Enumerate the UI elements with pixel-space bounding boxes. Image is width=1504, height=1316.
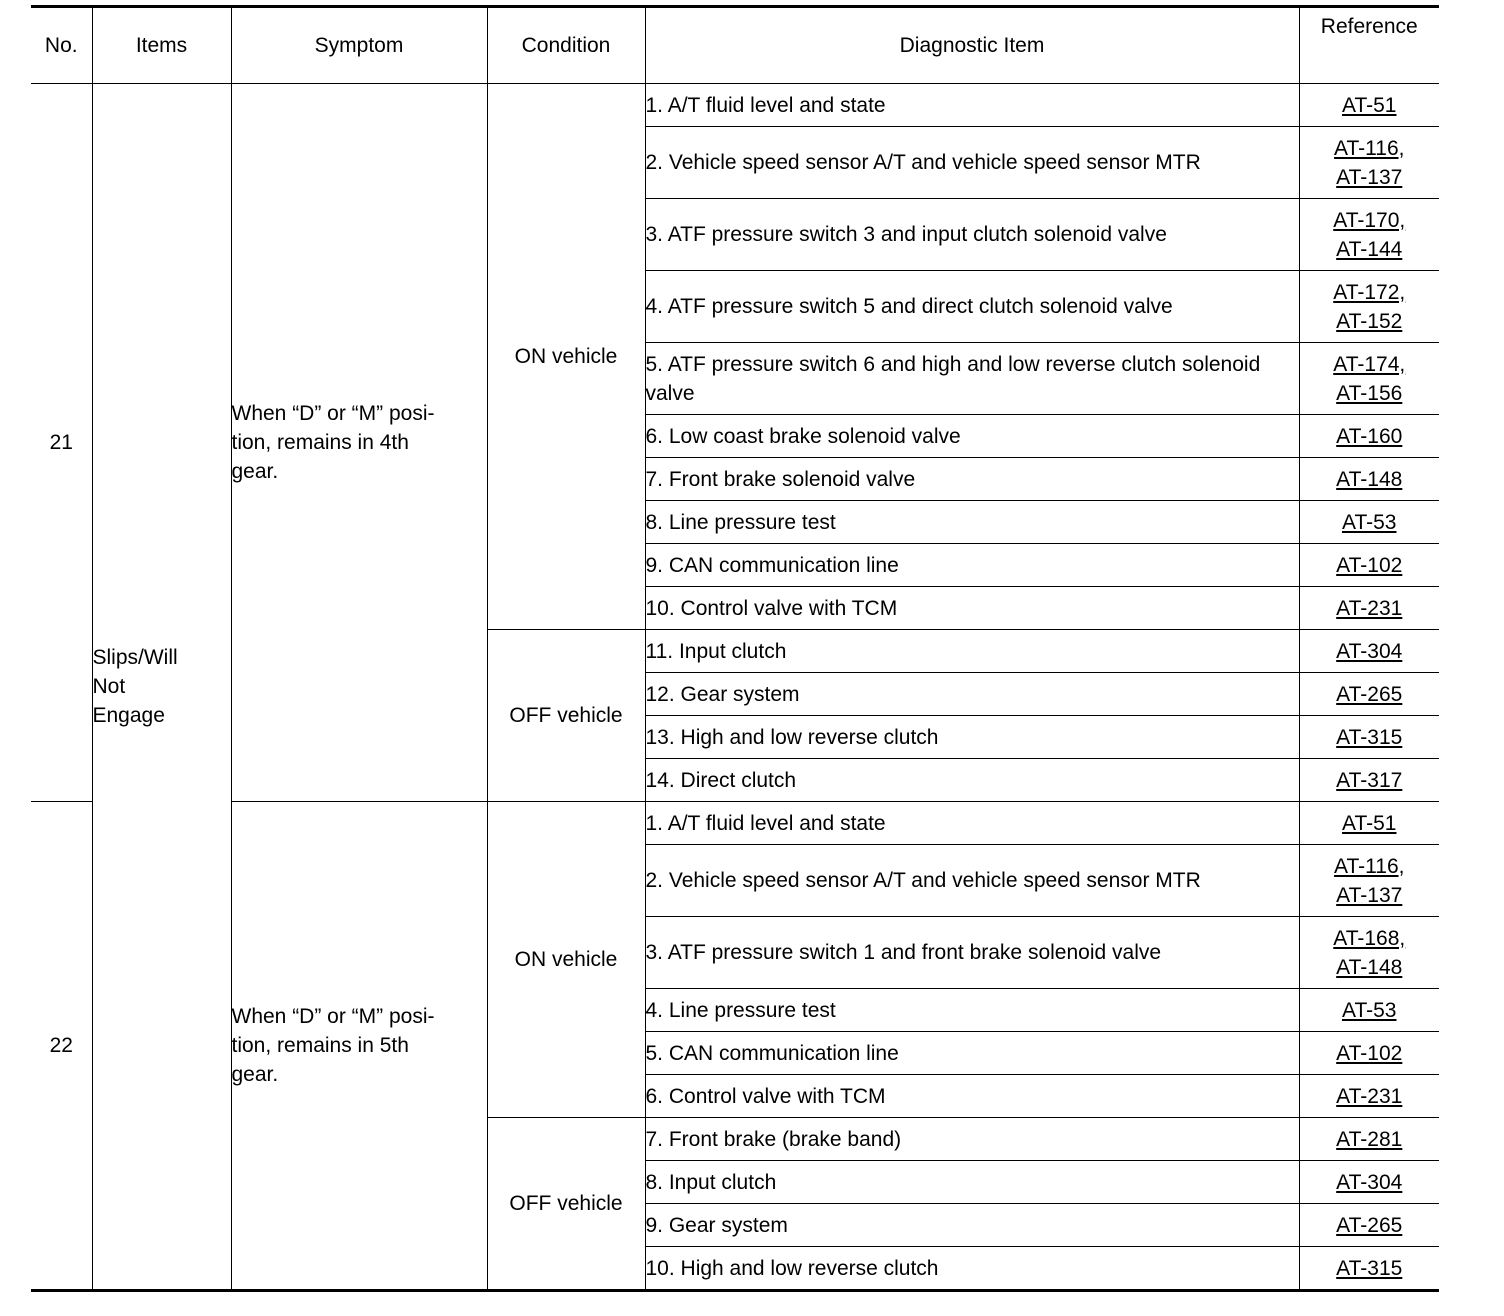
reference-cell xyxy=(1299,989,1439,1032)
reference-cell xyxy=(1299,84,1439,127)
items-line: Not xyxy=(92,675,126,698)
reference-link[interactable]: AT-51 xyxy=(1342,93,1397,117)
reference-link[interactable]: AT-304 xyxy=(1336,1170,1403,1194)
reference-cell xyxy=(1299,458,1439,501)
symptom-cell xyxy=(231,802,487,1291)
header-items: Items xyxy=(92,7,231,84)
symptom-cell xyxy=(231,84,487,802)
header-condition: Condition xyxy=(487,7,645,84)
symptom-line: When “D” or “M” posi- xyxy=(231,1005,435,1028)
table-body xyxy=(31,84,1439,1291)
reference-link[interactable]: AT-170, xyxy=(1333,208,1406,232)
diagnosis-table xyxy=(31,5,1439,1292)
reference-link[interactable]: AT-281 xyxy=(1336,1127,1403,1151)
condition-cell: OFF vehicle xyxy=(487,1118,645,1291)
diagnostic-item: 1. A/T fluid level and state xyxy=(645,84,1299,127)
diagnostic-item: 12. Gear system xyxy=(645,673,1299,716)
reference-cell xyxy=(1299,1032,1439,1075)
diagnostic-item: 10. Control valve with TCM xyxy=(645,587,1299,630)
reference-cell xyxy=(1299,343,1439,415)
reference-cell xyxy=(1299,544,1439,587)
reference-cell xyxy=(1299,630,1439,673)
diagnostic-item: 3. ATF pressure switch 1 and front brake solenoid valve xyxy=(645,917,1299,989)
header-no: No. xyxy=(31,7,92,84)
header-row xyxy=(31,7,1439,84)
diagnostic-item: 8. Line pressure test xyxy=(645,501,1299,544)
reference-cell xyxy=(1299,199,1439,271)
reference-link[interactable]: AT-53 xyxy=(1342,510,1397,534)
reference-cell xyxy=(1299,587,1439,630)
diagnostic-item: 2. Vehicle speed sensor A/T and vehicle speed sensor MTR xyxy=(645,127,1299,199)
reference-cell xyxy=(1299,1075,1439,1118)
diagnostic-item: 7. Front brake solenoid valve xyxy=(645,458,1299,501)
reference-link[interactable]: AT-102 xyxy=(1336,553,1403,577)
diagnostic-item: 9. CAN communication line xyxy=(645,544,1299,587)
reference-link[interactable]: AT-265 xyxy=(1336,682,1403,706)
diagnostic-item: 5. CAN communication line xyxy=(645,1032,1299,1075)
diagnostic-item: 6. Control valve with TCM xyxy=(645,1075,1299,1118)
reference-link[interactable]: AT-315 xyxy=(1336,725,1403,749)
reference-cell xyxy=(1299,845,1439,917)
reference-link[interactable]: AT-148 xyxy=(1336,955,1403,979)
symptom-line: tion, remains in 4th xyxy=(231,431,409,454)
diagnostic-item: 14. Direct clutch xyxy=(645,759,1299,802)
reference-link[interactable]: AT-116, xyxy=(1334,854,1405,878)
reference-link[interactable]: AT-231 xyxy=(1336,1084,1403,1108)
diagnostic-item: 10. High and low reverse clutch xyxy=(645,1247,1299,1291)
reference-link[interactable]: AT-148 xyxy=(1336,467,1403,491)
reference-link[interactable]: AT-102 xyxy=(1336,1041,1403,1065)
reference-cell xyxy=(1299,1204,1439,1247)
reference-link[interactable]: AT-160 xyxy=(1336,424,1403,448)
reference-cell xyxy=(1299,271,1439,343)
reference-link[interactable]: AT-304 xyxy=(1336,639,1403,663)
reference-link[interactable]: AT-51 xyxy=(1342,811,1397,835)
reference-link[interactable]: AT-152 xyxy=(1336,309,1403,333)
reference-link[interactable]: AT-317 xyxy=(1336,768,1403,792)
table-row xyxy=(31,802,1439,845)
diagnostic-item: 4. ATF pressure switch 5 and direct clutch solenoid valve xyxy=(645,271,1299,343)
reference-link[interactable]: AT-231 xyxy=(1336,596,1403,620)
items-line: Engage xyxy=(92,704,165,727)
reference-link[interactable]: AT-137 xyxy=(1336,165,1403,189)
reference-cell xyxy=(1299,716,1439,759)
reference-link[interactable]: AT-265 xyxy=(1336,1213,1403,1237)
symptom-line: When “D” or “M” posi- xyxy=(231,402,435,425)
diagnostic-item: 7. Front brake (brake band) xyxy=(645,1118,1299,1161)
reference-link[interactable]: AT-156 xyxy=(1336,381,1403,405)
reference-cell xyxy=(1299,759,1439,802)
diagnostic-item: 9. Gear system xyxy=(645,1204,1299,1247)
reference-link[interactable]: AT-137 xyxy=(1336,883,1403,907)
header-diagnostic-item: Diagnostic Item xyxy=(645,7,1299,84)
diagnostic-item: 11. Input clutch xyxy=(645,630,1299,673)
condition-cell: ON vehicle xyxy=(487,802,645,1118)
condition-cell: OFF vehicle xyxy=(487,630,645,802)
reference-cell xyxy=(1299,673,1439,716)
table-row xyxy=(31,84,1439,127)
header-reference: Reference xyxy=(1299,7,1439,84)
symptom-line: gear. xyxy=(231,460,279,483)
condition-cell: ON vehicle xyxy=(487,84,645,630)
diagnostic-item: 5. ATF pressure switch 6 and high and low reverse clutch solenoid valve xyxy=(645,343,1299,415)
diagnostic-item: 1. A/T fluid level and state xyxy=(645,802,1299,845)
diagnostic-item: 3. ATF pressure switch 3 and input clutch solenoid valve xyxy=(645,199,1299,271)
reference-cell xyxy=(1299,127,1439,199)
items-cell xyxy=(92,84,231,1291)
reference-link[interactable]: AT-174, xyxy=(1333,352,1406,376)
reference-cell xyxy=(1299,1118,1439,1161)
reference-cell xyxy=(1299,501,1439,544)
diagnostic-item: 2. Vehicle speed sensor A/T and vehicle speed sensor MTR xyxy=(645,845,1299,917)
reference-cell xyxy=(1299,917,1439,989)
reference-cell xyxy=(1299,1161,1439,1204)
items-line: Slips/Will xyxy=(92,646,178,669)
reference-link[interactable]: AT-315 xyxy=(1336,1256,1403,1280)
symptom-line: gear. xyxy=(231,1063,279,1086)
reference-link[interactable]: AT-53 xyxy=(1342,998,1397,1022)
row-number: 22 xyxy=(31,802,92,1291)
reference-link[interactable]: AT-116, xyxy=(1334,136,1405,160)
reference-cell xyxy=(1299,1247,1439,1291)
reference-link[interactable]: AT-172, xyxy=(1333,280,1406,304)
diagnostic-item: 4. Line pressure test xyxy=(645,989,1299,1032)
reference-link[interactable]: AT-144 xyxy=(1336,237,1403,261)
reference-link[interactable]: AT-168, xyxy=(1333,926,1406,950)
diagnostic-item: 6. Low coast brake solenoid valve xyxy=(645,415,1299,458)
diagnostic-item: 8. Input clutch xyxy=(645,1161,1299,1204)
diagnostic-item: 13. High and low reverse clutch xyxy=(645,716,1299,759)
row-number: 21 xyxy=(31,84,92,802)
reference-cell xyxy=(1299,415,1439,458)
header-symptom: Symptom xyxy=(231,7,487,84)
reference-cell xyxy=(1299,802,1439,845)
symptom-line: tion, remains in 5th xyxy=(231,1034,409,1057)
